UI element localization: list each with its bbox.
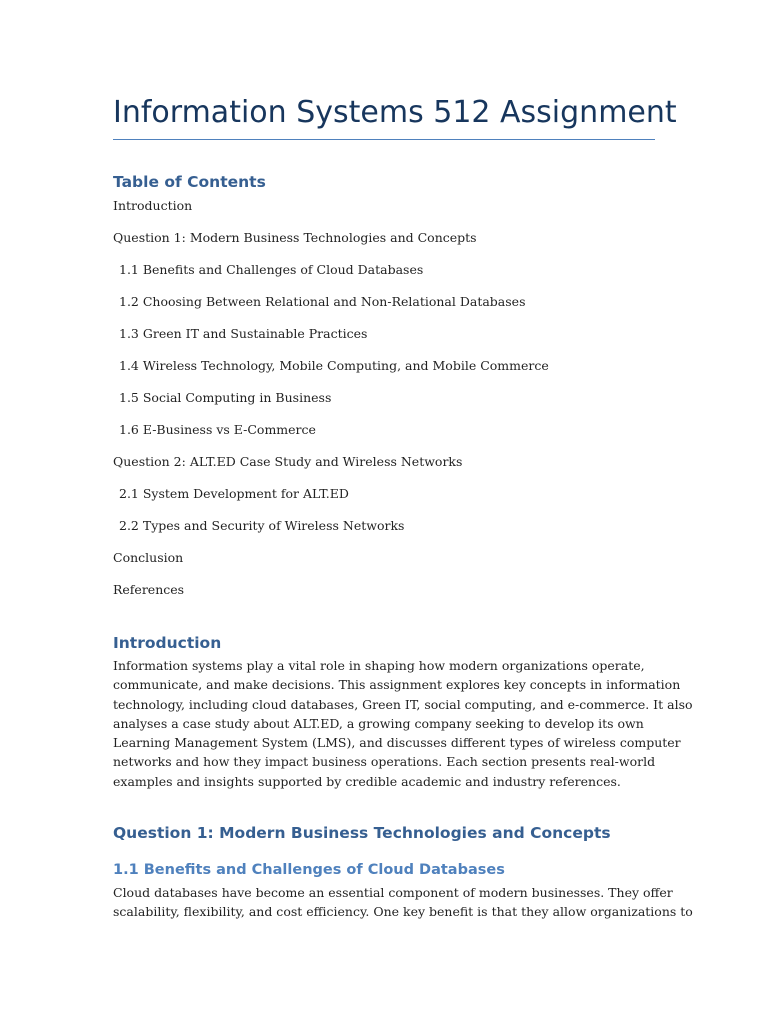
title-underline xyxy=(113,139,655,140)
toc-item: 1.6 E-Business vs E-Commerce xyxy=(119,422,316,437)
paragraph-line: Information systems play a vital role in shaping how modern organizations operate, xyxy=(113,658,645,673)
paragraph-line: examples and insights supported by credible academic and industry references. xyxy=(113,773,621,789)
toc-item: 1.2 Choosing Between Relational and Non-Relational Databases xyxy=(119,294,526,309)
paragraph-line: Cloud databases have become an essential component of modern businesses. They offer xyxy=(113,885,673,900)
paragraph-line: technology, including cloud databases, Green IT, social computing, and e-commerce. It also xyxy=(113,696,693,712)
toc-item: 1.4 Wireless Technology, Mobile Computing, and Mobile Commerce xyxy=(119,358,549,373)
toc-item: Question 1: Modern Business Technologies and Concepts xyxy=(113,230,477,245)
paragraph-line: Learning Management System (LMS), and discusses different types of wireless computer xyxy=(113,735,681,751)
section-1-1-paragraph xyxy=(113,883,693,922)
document-title: Information Systems 512 Assignment xyxy=(113,95,677,130)
toc-item: 1.3 Green IT and Sustainable Practices xyxy=(119,326,368,341)
question1-heading: Question 1: Modern Business Technologies and Concepts xyxy=(113,824,611,842)
toc-heading: Table of Contents xyxy=(113,173,266,191)
toc-item: 1.1 Benefits and Challenges of Cloud Databases xyxy=(119,262,424,277)
toc-item: Question 2: ALT.ED Case Study and Wireless Networks xyxy=(113,454,463,469)
introduction-paragraph xyxy=(113,656,693,791)
paragraph-line: scalability, flexibility, and cost efficiency. One key benefit is that they allow organizations to xyxy=(113,904,693,920)
paragraph-line: analyses a case study about ALT.ED, a growing company seeking to develop its own xyxy=(113,715,644,731)
toc-item: Conclusion xyxy=(113,550,184,565)
paragraph-line: communicate, and make decisions. This assignment explores key concepts in information xyxy=(113,677,681,693)
toc-item: 2.2 Types and Security of Wireless Networks xyxy=(119,518,405,533)
toc-item: Introduction xyxy=(113,198,193,213)
paragraph-line: networks and how they impact business operations. Each section presents real-world xyxy=(113,754,656,770)
toc-item: 2.1 System Development for ALT.ED xyxy=(119,486,349,501)
toc-item: 1.5 Social Computing in Business xyxy=(119,390,332,405)
introduction-heading: Introduction xyxy=(113,634,222,652)
toc-item: References xyxy=(113,582,185,597)
section-1-1-heading: 1.1 Benefits and Challenges of Cloud Databases xyxy=(113,862,505,878)
